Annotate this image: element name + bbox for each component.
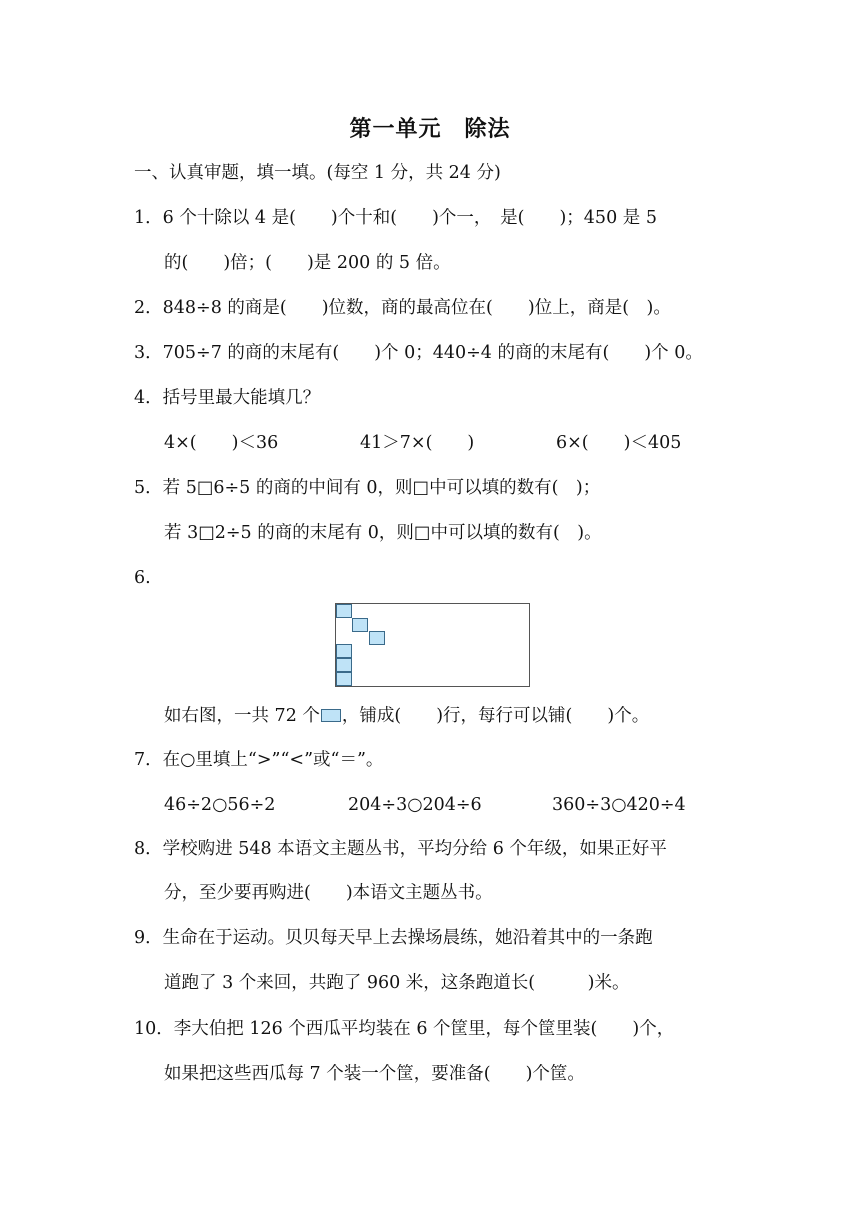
figure-tile xyxy=(336,644,352,658)
question-6-text xyxy=(164,703,649,729)
page-title: 第一单元 除法 xyxy=(349,117,511,142)
question-3: 3．705÷7 的商的末尾有( )个 0；440÷4 的商的末尾有( )个 0。 xyxy=(134,343,703,363)
question-5-line-1: 5．若 5□6÷5 的商的中间有 0，则□中可以填的数有( )； xyxy=(134,478,601,498)
question-4-item-1: 4×( )＜36 xyxy=(164,433,279,453)
question-7-item-2: 204÷3○204÷6 xyxy=(348,795,482,815)
question-2: 2．848÷8 的商是( )位数，商的最高位在( )位上，商是( )。 xyxy=(134,298,671,318)
question-4-item-3: 6×( )＜405 xyxy=(556,433,682,453)
tiling-figure xyxy=(335,603,530,687)
section-header: 一、认真审题，填一填。(每空 1 分，共 24 分) xyxy=(134,163,501,183)
question-7-item-1: 46÷2○56÷2 xyxy=(164,795,276,815)
question-10-line-2: 如果把这些西瓜每 7 个装一个筐，要准备( )个筐。 xyxy=(164,1064,585,1084)
question-7-stem: 7．在○里填上“>”“<”或“＝”。 xyxy=(134,750,384,770)
figure-tile xyxy=(336,672,352,686)
question-8-line-1: 8．学校购进 548 本语文主题丛书，平均分给 6 个年级，如果正好平 xyxy=(134,839,667,859)
question-6-text-before: 如右图，一共 72 个 xyxy=(164,706,320,726)
tile-icon xyxy=(321,709,341,722)
question-6-number: 6. xyxy=(134,568,151,588)
question-1-line-2: 的( )倍；( )是 200 的 5 倍。 xyxy=(164,253,451,273)
question-4-item-2: 41＞7×( ) xyxy=(360,433,475,453)
question-10-line-1: 10．李大伯把 126 个西瓜平均装在 6 个筐里，每个筐里装( )个， xyxy=(134,1019,675,1039)
question-6-text-after: ，铺成( )行，每行可以铺( )个。 xyxy=(341,706,650,726)
question-1-line-1: 1．6 个十除以 4 是( )个十和( )个一， 是( )；450 是 5 xyxy=(134,208,657,228)
question-9-line-1: 9．生命在于运动。贝贝每天早上去操场晨练，她沿着其中的一条跑 xyxy=(134,928,653,948)
question-5-line-2: 若 3□2÷5 的商的末尾有 0，则□中可以填的数有( )。 xyxy=(164,523,602,543)
question-8-line-2: 分，至少要再购进( )本语文主题丛书。 xyxy=(164,883,493,903)
figure-tile xyxy=(352,618,368,632)
figure-tile xyxy=(336,604,352,618)
figure-tile xyxy=(369,631,385,645)
figure-tile xyxy=(336,658,352,672)
question-9-line-2: 道跑了 3 个来回，共跑了 960 米，这条跑道长( )米。 xyxy=(164,973,630,993)
question-4-stem: 4．括号里最大能填几？ xyxy=(134,388,321,408)
question-7-item-3: 360÷3○420÷4 xyxy=(552,795,686,815)
